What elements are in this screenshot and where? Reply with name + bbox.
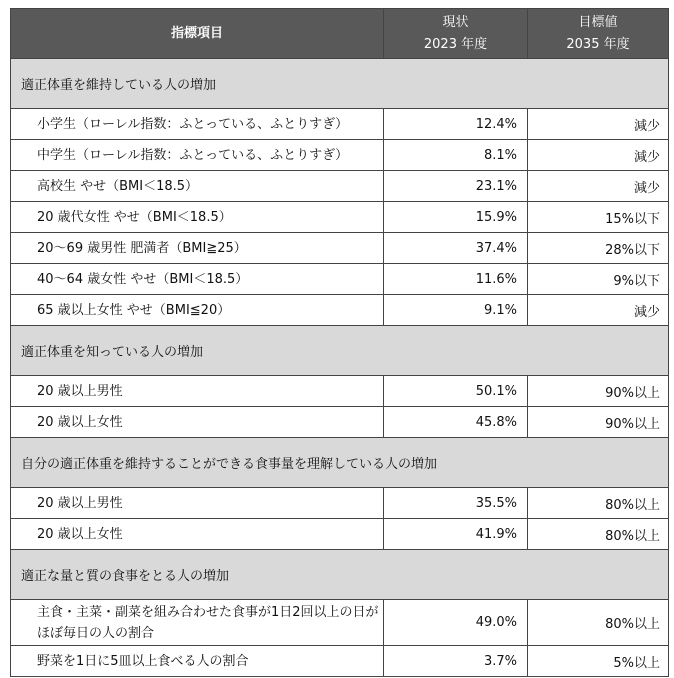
indicator-name: 20 歳以上女性 bbox=[11, 519, 384, 550]
indicator-name: 65 歳以上女性 やせ（BMI≦20） bbox=[11, 295, 384, 326]
current-value: 35.5% bbox=[384, 488, 528, 519]
target-value: 90%以上 bbox=[528, 376, 669, 407]
target-value: 5%以上 bbox=[528, 646, 669, 677]
indicator-name: 20 歳代女性 やせ（BMI＜18.5） bbox=[11, 202, 384, 233]
current-value: 50.1% bbox=[384, 376, 528, 407]
indicator-name: 20 歳以上女性 bbox=[11, 407, 384, 438]
table-row bbox=[11, 600, 669, 646]
current-value: 3.7% bbox=[384, 646, 528, 677]
section-row bbox=[11, 326, 669, 376]
section-title: 適正体重を知っている人の増加 bbox=[11, 326, 669, 376]
indicator-name: 主食・主菜・副菜を組み合わせた食事が1日2回以上の日がほぼ毎日の人の割合 bbox=[11, 600, 384, 646]
current-value: 45.8% bbox=[384, 407, 528, 438]
target-value: 9%以下 bbox=[528, 264, 669, 295]
section-title: 適正体重を維持している人の増加 bbox=[11, 59, 669, 109]
header-target bbox=[528, 9, 669, 59]
table-row bbox=[11, 376, 669, 407]
header-current-year: 2023 年度 bbox=[423, 36, 488, 52]
table-row bbox=[11, 519, 669, 550]
target-value: 80%以上 bbox=[528, 600, 669, 646]
indicator-name: 小学生（ローレル指数：ふとっている、ふとりすぎ） bbox=[11, 109, 384, 140]
header-current-label: 現状 bbox=[442, 14, 469, 30]
section-row bbox=[11, 438, 669, 488]
table-row bbox=[11, 488, 669, 519]
current-value: 11.6% bbox=[384, 264, 528, 295]
table-row bbox=[11, 202, 669, 233]
target-value: 減少 bbox=[528, 295, 669, 326]
table-row bbox=[11, 171, 669, 202]
section-row bbox=[11, 59, 669, 109]
section-title: 適正な量と質の食事をとる人の増加 bbox=[11, 550, 669, 600]
indicator-name: 20 歳以上男性 bbox=[11, 376, 384, 407]
current-value: 37.4% bbox=[384, 233, 528, 264]
indicator-name: 40～64 歳女性 やせ（BMI＜18.5） bbox=[11, 264, 384, 295]
header-indicator-label: 指標項目 bbox=[170, 25, 223, 41]
target-value: 15%以下 bbox=[528, 202, 669, 233]
table-row bbox=[11, 646, 669, 677]
target-value: 80%以上 bbox=[528, 488, 669, 519]
table-row bbox=[11, 407, 669, 438]
target-value: 90%以上 bbox=[528, 407, 669, 438]
table-row bbox=[11, 140, 669, 171]
header-row bbox=[11, 9, 669, 59]
target-value: 28%以下 bbox=[528, 233, 669, 264]
current-value: 49.0% bbox=[384, 600, 528, 646]
current-value: 41.9% bbox=[384, 519, 528, 550]
header-target-year: 2035 年度 bbox=[566, 36, 630, 52]
table-row bbox=[11, 295, 669, 326]
target-value: 減少 bbox=[528, 171, 669, 202]
header-indicator bbox=[11, 9, 384, 59]
current-value: 15.9% bbox=[384, 202, 528, 233]
header-target-label: 目標値 bbox=[578, 14, 618, 30]
target-value: 80%以上 bbox=[528, 519, 669, 550]
table-row bbox=[11, 264, 669, 295]
header-current bbox=[384, 9, 528, 59]
current-value: 9.1% bbox=[384, 295, 528, 326]
section-title: 自分の適正体重を維持することができる食事量を理解している人の増加 bbox=[11, 438, 669, 488]
target-value: 減少 bbox=[528, 109, 669, 140]
indicator-name: 20～69 歳男性 肥満者（BMI≧25） bbox=[11, 233, 384, 264]
table-row bbox=[11, 233, 669, 264]
section-row bbox=[11, 550, 669, 600]
current-value: 8.1% bbox=[384, 140, 528, 171]
current-value: 12.4% bbox=[384, 109, 528, 140]
indicator-name: 野菜を1日に5皿以上食べる人の割合 bbox=[11, 646, 384, 677]
target-value: 減少 bbox=[528, 140, 669, 171]
indicator-name: 20 歳以上男性 bbox=[11, 488, 384, 519]
table-row bbox=[11, 109, 669, 140]
indicator-name: 高校生 やせ（BMI＜18.5） bbox=[11, 171, 384, 202]
current-value: 23.1% bbox=[384, 171, 528, 202]
indicator-name: 中学生（ローレル指数：ふとっている、ふとりすぎ） bbox=[11, 140, 384, 171]
indicator-table bbox=[10, 8, 669, 677]
